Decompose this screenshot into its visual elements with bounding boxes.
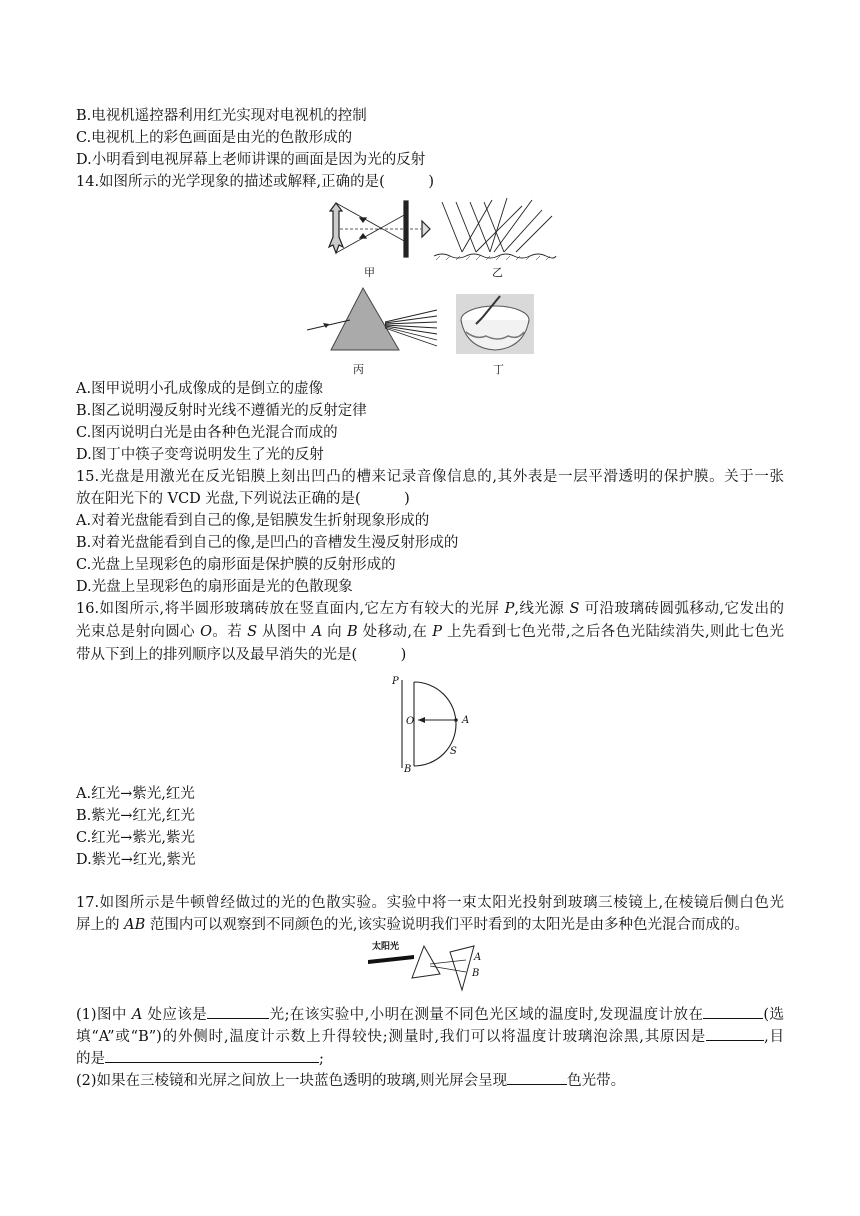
- q14-option-c: C.图丙说明白光是由各种色光混合而成的: [76, 425, 338, 441]
- figure-ding-bowl-chopstick: [456, 294, 534, 354]
- q15-option-c: C.光盘上呈现彩色的扇形面是保护膜的反射形成的: [76, 557, 396, 573]
- q14-option-d: D.图丁中筷子变弯说明发生了光的反射: [76, 447, 324, 463]
- fig-label-A: A: [462, 715, 470, 726]
- answer-blank-2[interactable]: [703, 1003, 763, 1019]
- q14-stem: 14.如图所示的光学现象的描述或解释,正确的是( ): [76, 174, 434, 190]
- answer-blank-4[interactable]: [105, 1047, 319, 1063]
- q17-sub1-line3: 的是 ;: [76, 1047, 324, 1070]
- q15-stem-line2: 放在阳光下的 VCD 光盘,下列说法正确的是( ): [76, 491, 410, 507]
- figure-bing-caption: 丙: [353, 363, 364, 376]
- q14-option-b: B.图乙说明漫反射时光线不遵循光的反射定律: [76, 403, 367, 419]
- fig-label-B: B: [404, 764, 412, 775]
- figure-q16-semicircle: [388, 672, 488, 776]
- figure-yi-diffuse-reflection: [432, 196, 557, 262]
- q16-option-a: A.红光→紫光,红光: [76, 786, 195, 802]
- q16-option-b: B.紫光→红光,红光: [76, 808, 196, 824]
- figure-jia-pinhole: [326, 197, 446, 259]
- q15-stem-line1: 15.光盘是用激光在反光铝膜上刻出凹凸的槽来记录音像信息的,其外表是一层平滑透明的保护膜。关于一张: [76, 469, 784, 485]
- q13-option-c: C.电视机上的彩色画面是由光的色散形成的: [76, 130, 353, 146]
- fig-label-A-q17: A: [474, 952, 482, 963]
- figure-bing-prism: [305, 284, 443, 356]
- q16-stem-line3: 带从下到上的排列顺序以及最早消失的光是( ): [76, 647, 407, 663]
- answer-blank-5[interactable]: [507, 1069, 567, 1085]
- q13-option-b: B.电视机遥控器利用红光实现对电视机的控制: [76, 108, 367, 124]
- fig-label-S: S: [450, 746, 457, 757]
- fig-label-B-q17: B: [472, 968, 480, 979]
- q13-option-d: D.小明看到电视屏幕上老师讲课的画面是因为光的反射: [76, 152, 426, 168]
- q15-option-a: A.对着光盘能看到自己的像,是铝膜发生折射现象形成的: [76, 513, 430, 529]
- q16-option-d: D.紫光→红光,紫光: [76, 852, 196, 868]
- fig-label-P: P: [392, 676, 399, 687]
- q15-option-b: B.对着光盘能看到自己的像,是凹凸的音槽发生漫反射形成的: [76, 535, 459, 551]
- q16-stem-line2: 光束总是射向圆心 O。若 S 从图中 A 向 B 处移动,在 P 上先看到七色光带,之后各色光陆续消失,则此七色光: [76, 624, 785, 640]
- q17-sub1-line1: (1)图中 A 处应该是 光;在该实验中,小明在测量不同色光区域的温度时,发现温度计放在 (选: [76, 1003, 784, 1026]
- q17-sub2: (2)如果在三棱镜和光屏之间放上一块蓝色透明的玻璃,则光屏会呈现 色光带。: [76, 1069, 625, 1092]
- q17-sub1-line2: 填“A”或“B”)的外侧时,温度计示数上升得较快;测量时,我们可以将温度计玻璃泡涂黑,其原因是 ,目: [76, 1025, 784, 1048]
- figure-yi-caption: 乙: [492, 266, 503, 279]
- figure-ding-caption: 丁: [493, 363, 504, 376]
- q16-option-c: C.红光→紫光,紫光: [76, 830, 195, 846]
- fig-sunlight-label: 太阳光: [372, 942, 400, 952]
- figure-jia-caption: 甲: [364, 266, 375, 279]
- answer-blank-3[interactable]: [706, 1025, 764, 1041]
- q14-option-a: A.图甲说明小孔成像成的是倒立的虚像: [76, 381, 324, 397]
- q17-stem-line1: 17.如图所示是牛顿曾经做过的光的色散实验。实验中将一束太阳光投射到玻璃三棱镜上,在棱镜后侧白色光: [76, 895, 784, 911]
- q16-stem-line1: 16.如图所示,将半圆形玻璃砖放在竖直面内,它左方有较大的光屏 P,线光源 S 可沿玻璃砖圆弧移动,它发出的: [76, 601, 785, 617]
- fig-label-O: O: [406, 716, 415, 727]
- answer-blank-1[interactable]: [207, 1003, 269, 1019]
- q17-stem-line2: 屏上的 AB 范围内可以观察到不同颜色的光,该实验说明我们平时看到的太阳光是由多种色光混合而成的。: [76, 917, 749, 933]
- q15-option-d: D.光盘上呈现彩色的扇形面是光的色散现象: [76, 579, 353, 595]
- figure-q17-newton-prism: [366, 938, 496, 996]
